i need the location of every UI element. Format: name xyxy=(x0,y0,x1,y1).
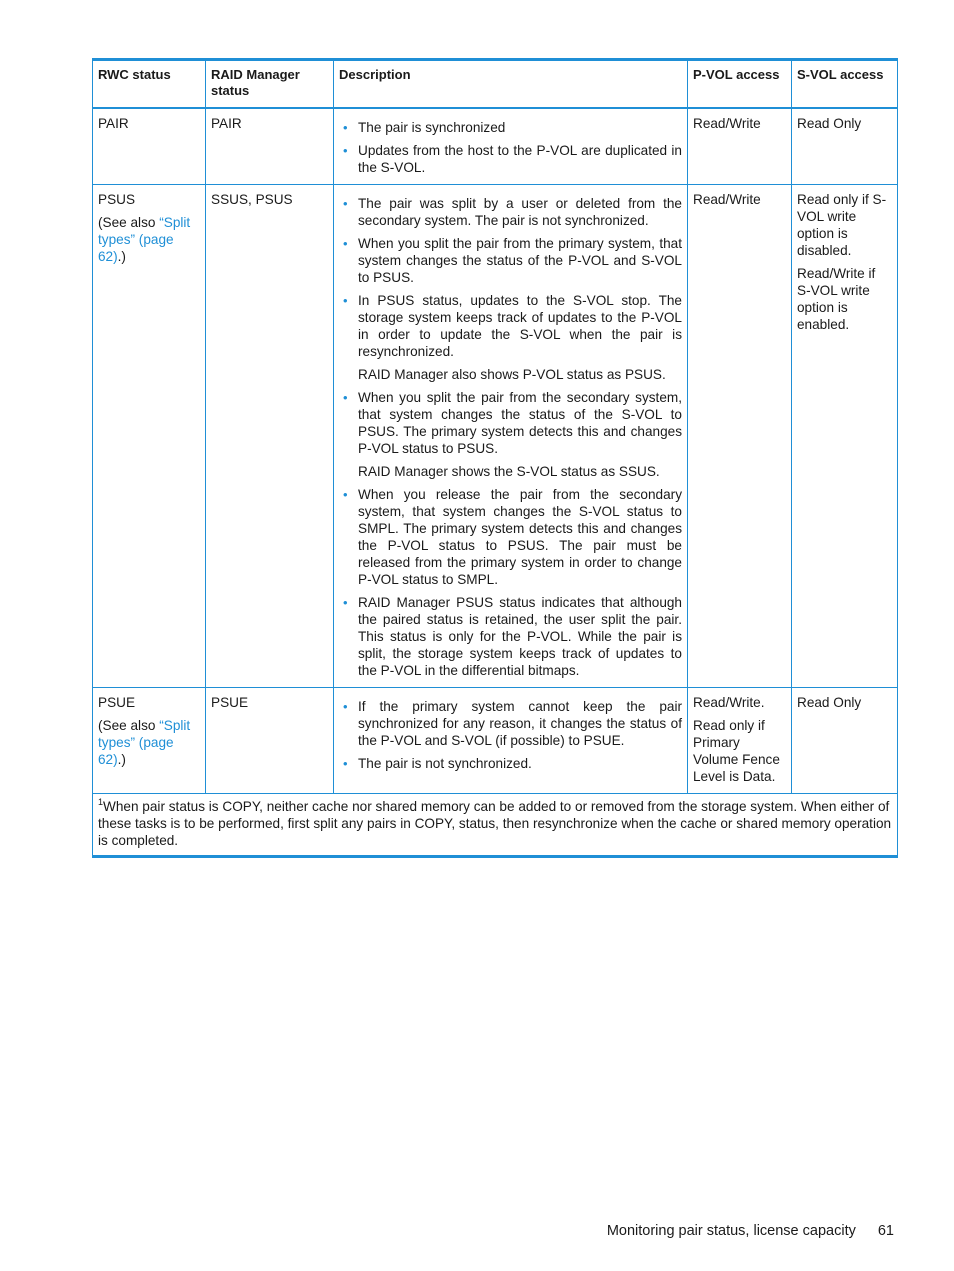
see-also-note xyxy=(98,214,200,265)
svol-access-cell xyxy=(792,108,898,185)
description-text: When you release the pair from the secondary system, that system changes the S-VOL status to SMPL. The primary system detects this and changes the P-VOL status to PSUS. The pair must be released from the primary system in order to change P-VOL status to SMPL. xyxy=(358,486,682,587)
list-item xyxy=(339,755,682,772)
raid-manager-status-cell: PAIR xyxy=(206,108,334,185)
header-pvol-access: P-VOL access xyxy=(688,60,792,108)
description-text: The pair is not synchronized. xyxy=(358,755,532,771)
description-cell xyxy=(334,184,688,687)
see-also-note xyxy=(98,717,200,768)
list-item xyxy=(339,698,682,749)
see-also-prefix: (See also xyxy=(98,717,160,733)
list-item xyxy=(339,389,682,480)
footnote-row xyxy=(93,793,898,856)
page-number: 61 xyxy=(877,1223,894,1239)
table-row xyxy=(93,108,898,185)
description-note: RAID Manager shows the S-VOL status as SSUS. xyxy=(358,463,660,479)
description-list xyxy=(339,195,682,679)
split-types-link[interactable]: “Split types” (page 62) xyxy=(98,717,191,767)
rwc-status-cell xyxy=(93,184,206,687)
list-item xyxy=(339,195,682,229)
svol-access-value: Read Only xyxy=(797,694,862,710)
bullet-icon: • xyxy=(343,594,348,610)
table-body xyxy=(93,108,898,794)
header-rwc-status: RWC status xyxy=(93,60,206,108)
bullet-icon: • xyxy=(343,119,348,135)
footnote-text: When pair status is COPY, neither cache nor shared memory can be added to or removed from the storage system. When either of these tasks is to be performed, first split any pairs in COPY, status, then resynchronize when the cache or shared memory operation is completed. xyxy=(98,798,892,848)
bullet-icon: • xyxy=(343,142,348,158)
svol-access-value: Read Only xyxy=(797,115,862,131)
rwc-status-value: PAIR xyxy=(98,115,129,131)
description-text: In PSUS status, updates to the S-VOL stop. The storage system keeps track of updates to the P-VOL in order to update the S-VOL when the pair is resynchronized. xyxy=(358,292,682,359)
split-types-link[interactable]: “Split types” (page 62) xyxy=(98,214,191,264)
description-text: Updates from the host to the P-VOL are duplicated in the S-VOL. xyxy=(358,142,682,175)
bullet-icon: • xyxy=(343,195,348,211)
raid-manager-status-cell: PSUE xyxy=(206,687,334,793)
header-description: Description xyxy=(334,60,688,108)
footnote-marker: 1 xyxy=(98,796,104,807)
see-also-prefix: (See also xyxy=(98,214,160,230)
svol-access-value: Read/Write if S-VOL write option is enabled. xyxy=(797,265,876,332)
description-text: The pair is synchronized xyxy=(358,119,506,135)
pvol-access-value: Read/Write xyxy=(693,115,761,131)
list-item xyxy=(339,142,682,176)
table-header-row xyxy=(93,60,898,108)
rwc-status-cell xyxy=(93,687,206,793)
description-cell xyxy=(334,687,688,793)
bullet-icon: • xyxy=(343,698,348,714)
list-item xyxy=(339,235,682,286)
pvol-access-cell xyxy=(688,687,792,793)
svol-access-cell xyxy=(792,687,898,793)
description-list xyxy=(339,119,682,176)
table-row xyxy=(93,184,898,687)
pvol-access-value: Read/Write xyxy=(693,191,761,207)
see-also-suffix: .) xyxy=(117,248,126,264)
page-footer xyxy=(607,1223,894,1239)
pair-status-table xyxy=(92,58,898,858)
list-item xyxy=(339,594,682,679)
raid-manager-status-cell: SSUS, PSUS xyxy=(206,184,334,687)
description-text: When you split the pair from the primary system, that system changes the status of the P-VOL and S-VOL to PSUS. xyxy=(358,235,682,285)
rwc-status-value: PSUS xyxy=(98,191,136,207)
table-footnote xyxy=(93,793,898,856)
pvol-access-value: Read only if Primary Volume Fence Level is Data. xyxy=(693,717,780,784)
description-text: The pair was split by a user or deleted from the secondary system. The pair is not synchronized. xyxy=(358,195,682,228)
table-row xyxy=(93,687,898,793)
rwc-status-value: PSUE xyxy=(98,694,136,710)
description-list xyxy=(339,698,682,772)
pvol-access-value: Read/Write. xyxy=(693,694,765,710)
description-text: RAID Manager PSUS status indicates that although the paired status is retained, the user split the pair. This status is only for the P-VOL. While the pair is split, the storage system keeps track of updates to the P-VOL in the differential bitmaps. xyxy=(358,594,682,678)
description-note: RAID Manager also shows P-VOL status as PSUS. xyxy=(358,366,666,382)
description-text: When you split the pair from the secondary system, that system changes the status of the S-VOL to PSUS. The primary system detects this and changes P-VOL status to PSUS. xyxy=(358,389,682,456)
list-item xyxy=(339,119,682,136)
bullet-icon: • xyxy=(343,755,348,771)
svol-access-cell xyxy=(792,184,898,687)
bullet-icon: • xyxy=(343,389,348,405)
list-item xyxy=(339,486,682,588)
bullet-icon: • xyxy=(343,486,348,502)
pvol-access-cell xyxy=(688,184,792,687)
description-text: If the primary system cannot keep the pair synchronized for any reason, it changes the status of the P-VOL and S-VOL (if possible) to PSUE. xyxy=(358,698,682,748)
header-svol-access: S-VOL access xyxy=(792,60,898,108)
list-item xyxy=(339,292,682,383)
svol-access-value: Read only if S-VOL write option is disabled. xyxy=(797,191,887,258)
pvol-access-cell xyxy=(688,108,792,185)
description-cell xyxy=(334,108,688,185)
bullet-icon: • xyxy=(343,292,348,308)
bullet-icon: • xyxy=(343,235,348,251)
footer-section-title: Monitoring pair status, license capacity xyxy=(606,1223,856,1239)
header-raid-manager-status: RAID Manager status xyxy=(206,60,334,108)
rwc-status-cell xyxy=(93,108,206,185)
see-also-suffix: .) xyxy=(117,751,126,767)
